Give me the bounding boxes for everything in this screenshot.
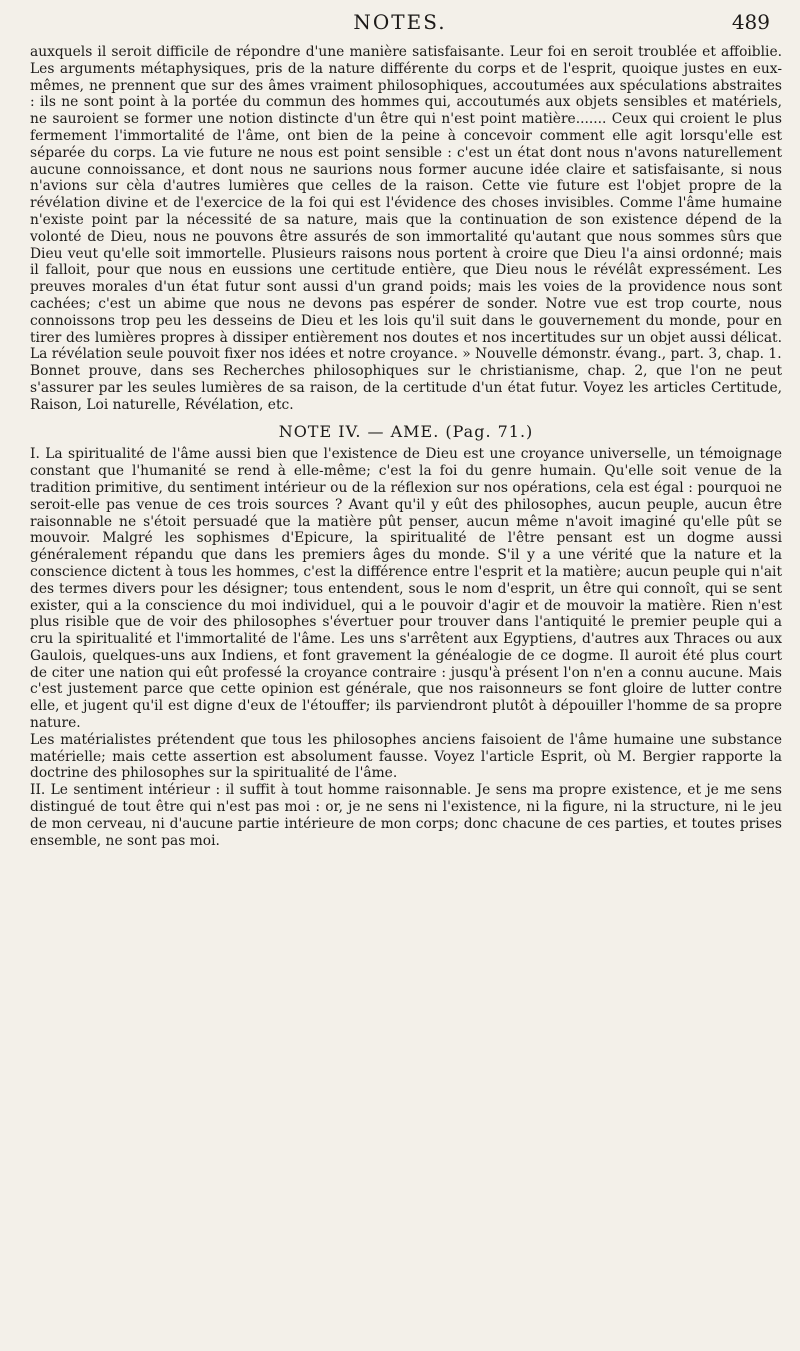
paragraph-continuation: auxquels il seroit difficile de répondre d'une manière satisfaisante. Leur foi en seroit troublée et affoiblie. Les arguments métaphysiques, pris de la nature différente du corps et de l'esprit, quoique justes en eux-mêmes, ne prennent que sur des âmes vraiment philosophiques, accoutumées aux spéculations abstraites : ils ne sont point à la portée du commun des hommes qui, accoutumés aux objets sensibles et matériels, ne sauroient se former une notion distincte d'un être qui n'est point matière....... Ceux qui croient le plus fermement l'immortalité de l'âme, ont bien de la peine à concevoir comment elle agit lorsqu'elle est séparée du corps. La vie future ne nous est point sensible : c'est un état dont nous n'avons naturellement aucune connoissance, et dont nous ne saurions nous former aucune idée claire et satisfaisante, si nous n'avions sur cèla d'autres lumières que celles de la raison. Cette vie future est l'objet propre de la révélation divine et de l'exercice de la foi qui est l'évidence des choses invisibles. Comme l'âme humaine n'existe point par la nécessité de sa nature, mais que la continuation de son existence dépend de la volonté de Dieu, nous ne pouvons être assurés de son immortalité qu'autant que nous sommes sûrs que Dieu veut qu'elle soit immortelle. Plusieurs raisons nous portent à croire que Dieu l'a ainsi ordonné; mais il falloit, pour que nous en eussions une certitude entière, que Dieu nous le révélât expressément. Les preuves morales d'un état futur sont aussi d'un grand poids; mais les voies de la providence nous sont cachées; c'est un abime que nous ne devons pas espérer de sonder. Notre vue est trop courte, nous connoissons trop peu les desseins de Dieu et les lois qu'il suit dans le gouvernement du monde, pour en tirer des lumières propres à dissiper entièrement nos doutes et nos incertitudes sur un objet aussi délicat. La révélation seule pouvoit fixer nos idées et notre croyance. » Nouvelle démonstr. évang., part. 3, chap. 1. (30, 44, 782, 363)
page-header (30, 10, 770, 40)
page-number: 489 (731, 10, 770, 34)
running-title: NOTES. (353, 10, 447, 34)
body-text (30, 44, 782, 849)
paragraph-spirituality: I. La spiritualité de l'âme aussi bien que l'existence de Dieu est une croyance universelle, un témoignage constant que l'humanité se rend à elle-même; c'est la foi du genre humain. Qu'elle soit venue de la tradition primitive, du sentiment intérieur ou de la réflexion sur nos opérations, cela est égal : pourquoi ne seroit-elle pas venue de ces trois sources ? Avant qu'il y eût des philosophes, aucun peuple, aucun être raisonnable ne s'étoit persuadé que la matière pût penser, aucun même n'avoit imaginé qu'elle pût se mouvoir. Malgré les sophismes d'Epicure, la spiritualité de l'être pensant est un dogme aussi généralement répandu que dans les premiers âges du monde. S'il y a une vérité que la nature et la conscience dictent à tous les hommes, c'est la différence entre l'esprit et la matière; aucun peuple qui n'ait des termes divers pour les désigner; tous entendent, sous le nom d'esprit, un être qui connoît, qui se sent exister, qui a la conscience du moi individuel, qui a le pouvoir d'agir et de mouvoir la matière. Rien n'est plus risible que de voir des philosophes s'évertuer pour trouver dans l'antiquité le premier peuple qui a cru la spiritualité et l'immortalité de l'âme. Les uns s'arrêtent aux Egyptiens, d'autres aux Thraces ou aux Gaulois, quelques-uns aux Indiens, et font gravement la généalogie de ce dogme. Il auroit été plus court de citer une nation qui eût professé la croyance contraire : jusqu'à présent l'on n'en a connu aucune. Mais c'est justement parce que cette opinion est générale, que nos raisonneurs se font gloire de lutter contre elle, et jugent qu'il est digne d'eux de l'étouffer; ils parviendront plutôt à dépouiller l'homme de sa propre nature. (30, 446, 782, 732)
paragraph-materialists: Les matérialistes prétendent que tous les philosophes anciens faisoient de l'âme humaine une substance matérielle; mais cette assertion est absolument fausse. Voyez l'article Esprit, où M. Bergier rapporte la doctrine des philosophes sur la spiritualité de l'âme. (30, 731, 782, 782)
paragraph-bonnet: Bonnet prouve, dans ses Recherches philosophiques sur le christianisme, chap. 2, que l'on ne peut s'assurer par les seules lumières de sa raison, de la certitude d'un état futur. Voyez les articles Certitude, Raison, Loi naturelle, Révélation, etc. (30, 363, 782, 413)
note-heading: NOTE IV. — AME. (Pag. 71.) (278, 421, 534, 441)
paragraph-inner-sense: II. Le sentiment intérieur : il suffit à tout homme raisonnable. Je sens ma propre existence, et je me sens distingué de tout être qui n'est pas moi : or, je ne sens ni l'existence, ni la figure, ni la structure, ni le jeu de mon cerveau, ni d'aucune partie intérieure de mon corps; donc chacune de ces parties, et toutes prises ensemble, ne sont pas moi. (30, 782, 782, 849)
